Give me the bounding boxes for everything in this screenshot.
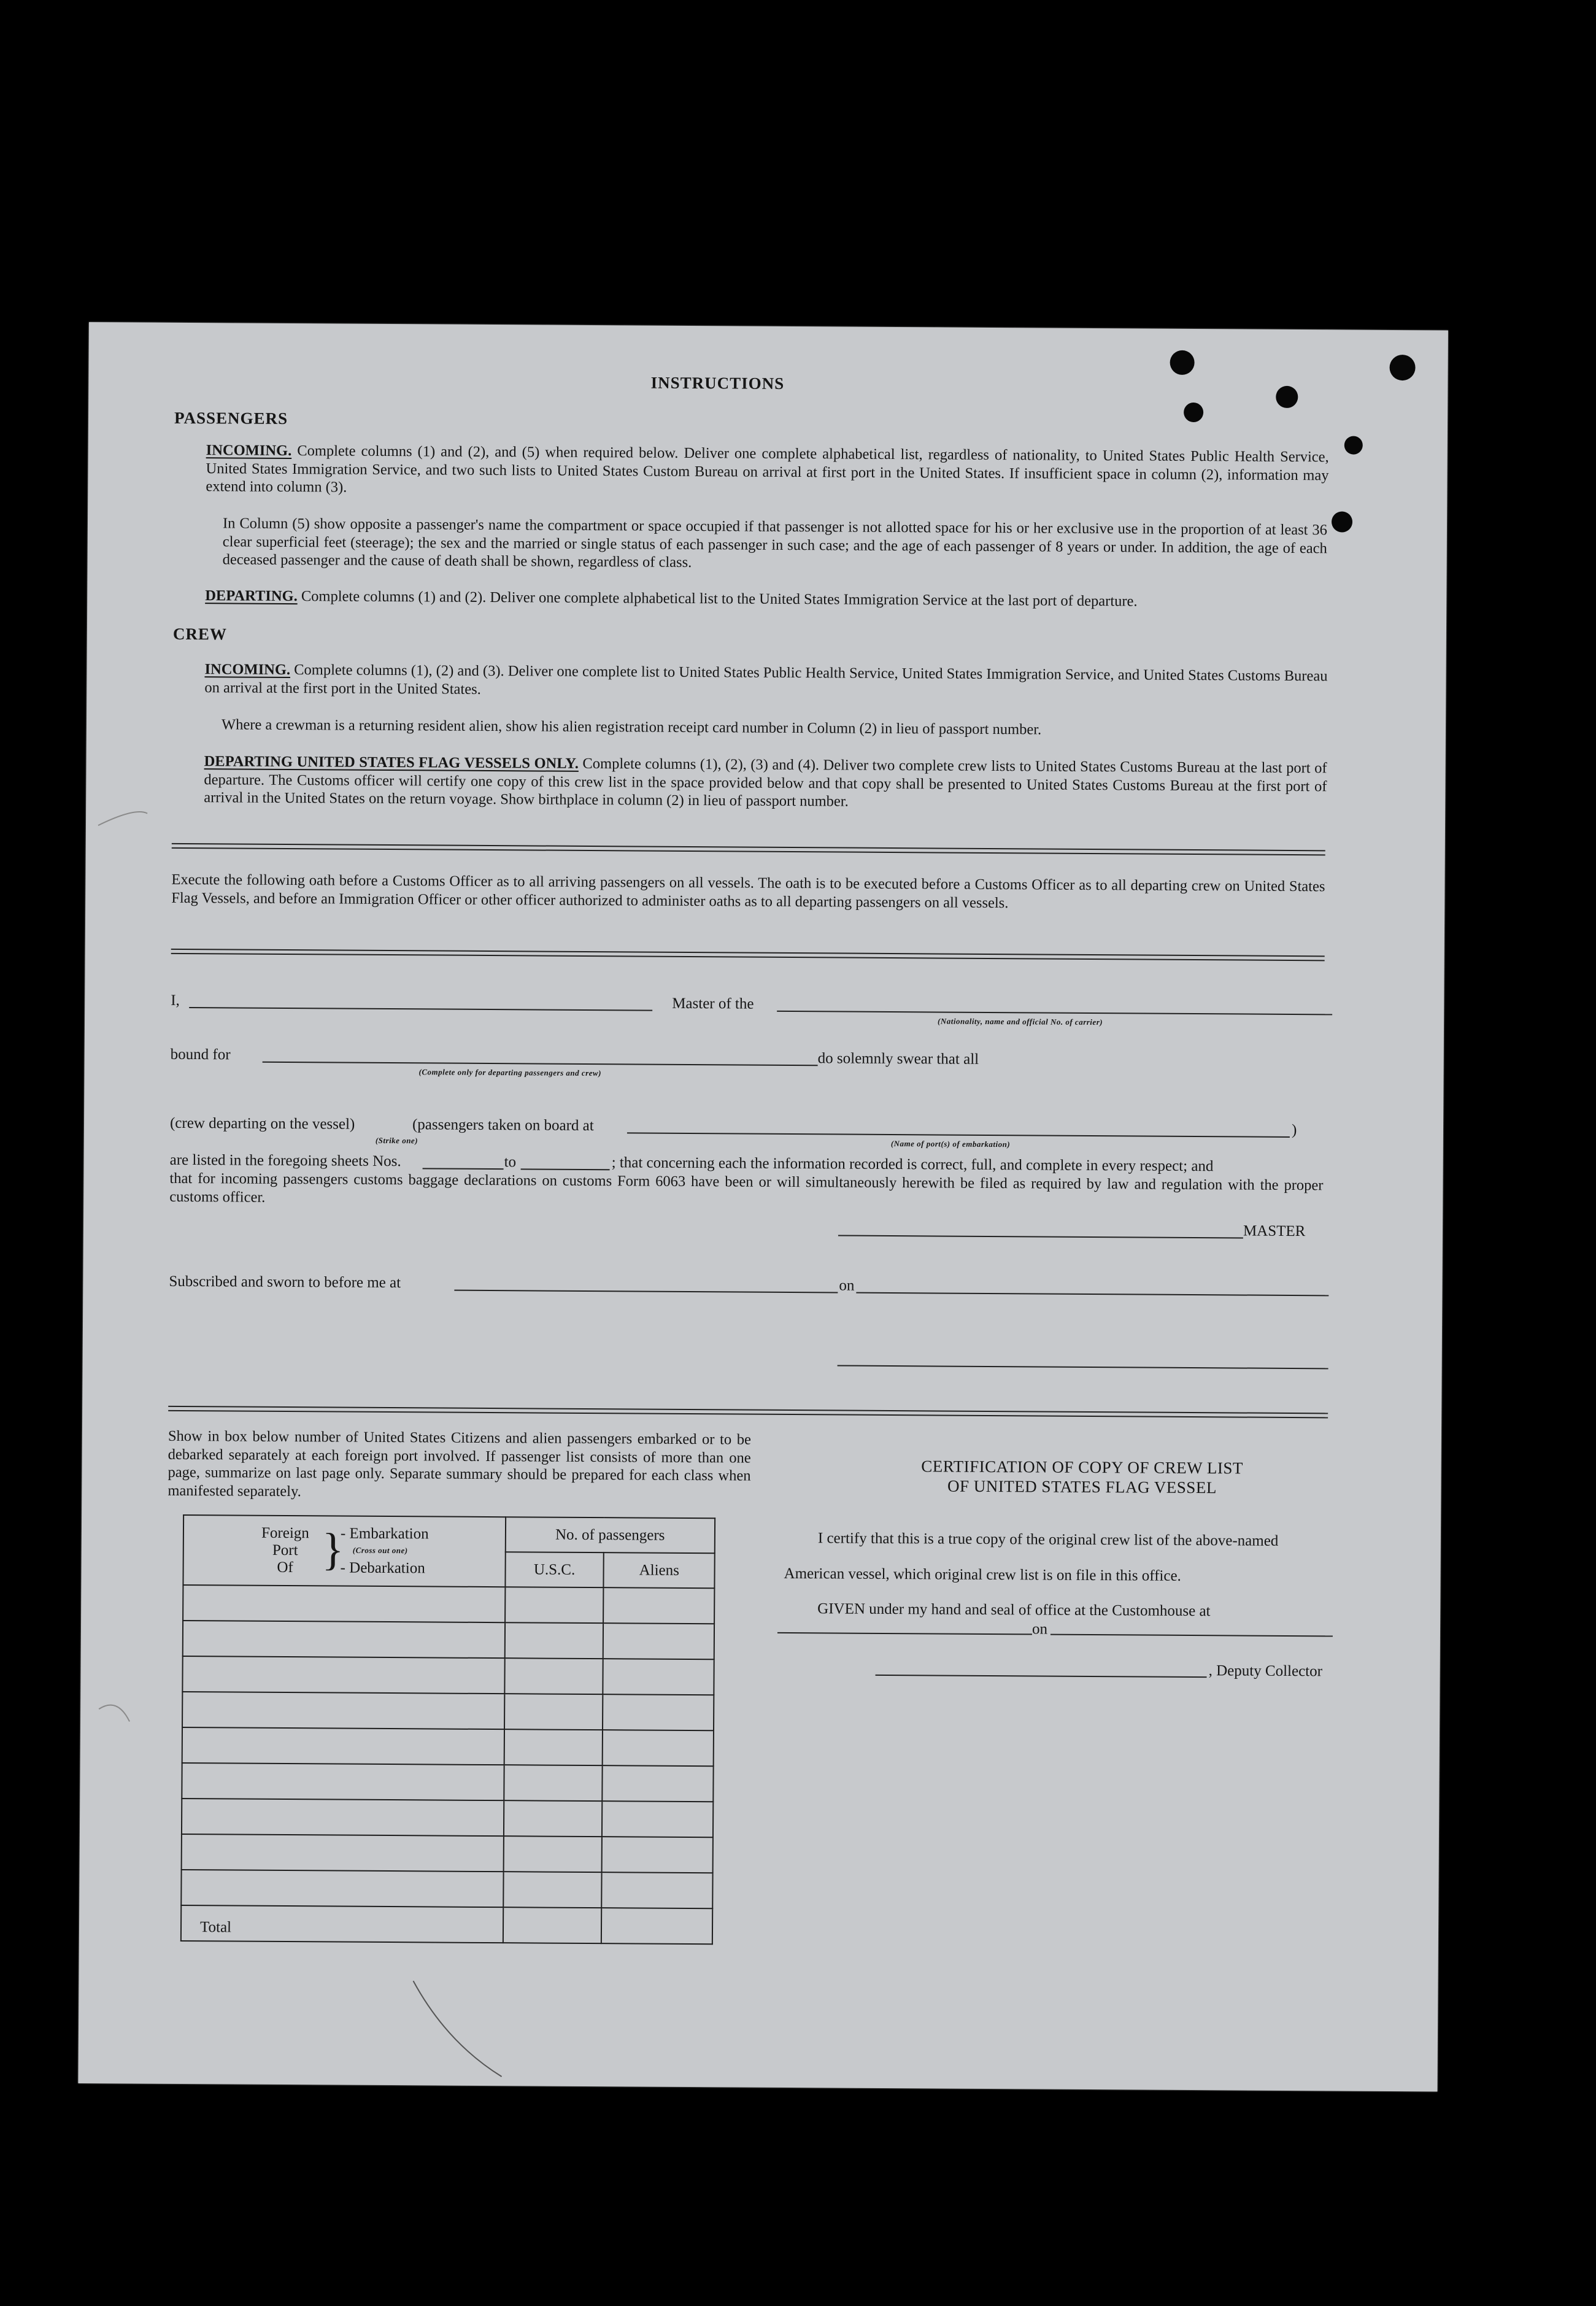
carrier-note: (Nationality, name and official No. of carrier) bbox=[938, 1016, 1103, 1027]
certification-on-label: on bbox=[1031, 1621, 1048, 1638]
master-of-label: Master of the bbox=[672, 995, 754, 1012]
brace-glyph: } bbox=[322, 1524, 344, 1575]
crew-incoming-label: INCOMING. bbox=[204, 661, 291, 679]
crew-heading: CREW bbox=[172, 624, 228, 644]
strike-one-note: (Strike one) bbox=[375, 1135, 418, 1146]
swear-label: do solemnly swear that all bbox=[817, 1050, 979, 1068]
embarkation-label: - Embarkation bbox=[340, 1525, 429, 1543]
passengers-column5-text: In Column (5) show opposite a passenger's name the compartment or space occupied if that passenger is not allotted space for his or her exclusive use in the proportion of at least 36 clear superficial feet (steerage); the sex and the married or single status of each passenger in such case; and the age of each passenger of 8 years or under. In addition, the age of each deceased passenger and the cause of death shall be shown, regardless of class. bbox=[222, 515, 1328, 571]
crew-departing-label: (crew departing on the vessel) bbox=[169, 1114, 355, 1133]
passengers-departing-label: DEPARTING. bbox=[205, 587, 298, 605]
master-label: MASTER bbox=[1243, 1222, 1306, 1240]
total-label: Total bbox=[181, 1905, 503, 1943]
port-label: Port bbox=[272, 1541, 298, 1559]
crew-incoming-text: Complete columns (1), (2) and (3). Deliver one complete list to United States Public Health Service, United States Immigration Service, and United States Customs Bureau on arrival at the first port in the United States. bbox=[204, 661, 1328, 698]
no-passengers-header: No. of passengers bbox=[505, 1517, 715, 1553]
passengers-departing-text: Complete columns (1) and (2). Deliver one complete alphabetical list to the United States Immigration Service at the last port of departure. bbox=[301, 588, 1138, 610]
listed-continued: that for incoming passengers customs baggage declarations on customs Form 6063 have been or will simultaneously herewith be filed as required by law and regulation with the proper customs officer. bbox=[169, 1170, 1324, 1206]
passengers-taken-label: (passengers taken on board at bbox=[412, 1116, 594, 1135]
form-page bbox=[78, 322, 1448, 2091]
certification-text1: I certify that this is a true copy of the original crew list of the above-named bbox=[817, 1530, 1279, 1549]
of-label: Of bbox=[277, 1559, 293, 1576]
bound-note: (Complete only for departing passengers and crew) bbox=[418, 1067, 602, 1078]
to-label: to bbox=[504, 1154, 517, 1171]
deputy-collector-label: , Deputy Collector bbox=[1208, 1662, 1323, 1680]
paper-creases bbox=[78, 322, 1448, 2091]
crew-departing-text: Complete columns (1), (2), (3) and (4). Deliver two complete crew lists to United States Customs Bureau at the last port of departure. The Customs officer will certify one copy of this crew list in the space provided below and that copy shall be presented to United States Customs Bureau at the first port of arrival in the United States on the return voyage. Show birthplace in column (2) in lieu of passport number. bbox=[204, 755, 1327, 810]
certification-text2: American vessel, which original crew list is on file in this office. bbox=[784, 1565, 1181, 1584]
instructions-title: INSTRUCTIONS bbox=[650, 373, 785, 393]
close-paren: ) bbox=[1291, 1121, 1297, 1139]
subscribed-label: Subscribed and sworn to before me at bbox=[169, 1273, 401, 1292]
bound-for-label: bound for bbox=[170, 1046, 231, 1063]
crew-departing-label: DEPARTING UNITED STATES FLAG VESSELS ONLY. bbox=[204, 753, 579, 772]
usc-header: U.S.C. bbox=[505, 1552, 604, 1587]
certification-title-line1: CERTIFICATION OF COPY OF CREW LIST bbox=[921, 1457, 1244, 1478]
summary-intro: Show in box below number of United States Citizens and alien passengers embarked or to be debarked separately at each foreign port involved. If passenger list consists of more than one page, summarize on last page only. Separate summary should be prepared for each class when manifested separately. bbox=[168, 1427, 751, 1500]
sworn-on-label: on bbox=[839, 1277, 855, 1294]
foreign-label: Foreign bbox=[261, 1524, 309, 1542]
listed-rest: ; that concerning each the information recorded is correct, full, and complete in every respect; and bbox=[611, 1154, 1214, 1175]
crew-resident-text: Where a crewman is a returning resident alien, show his alien registration receipt card number in Column (2) in lieu of passport number. bbox=[221, 716, 1042, 738]
passengers-heading: PASSENGERS bbox=[174, 408, 288, 428]
oath-i-label: I, bbox=[171, 992, 180, 1009]
certification-title-line2: OF UNITED STATES FLAG VESSEL bbox=[947, 1476, 1217, 1497]
cross-out-note: (Cross out one) bbox=[352, 1545, 408, 1556]
ports-note: (Name of port(s) of embarkation) bbox=[890, 1139, 1011, 1149]
debarkation-label: - Debarkation bbox=[340, 1559, 425, 1577]
passengers-incoming-text: Complete columns (1) and (2), and (5) when required below. Deliver one complete alphabetical list, regardless of nationality, to United States Public Health Service, United States Immigration Service, and two such lists to United States Custom Bureau on arrival at first port in the United States. If insufficient space in column (2), information may extend into column (3). bbox=[206, 442, 1329, 496]
oath-intro: Execute the following oath before a Customs Officer as to all arriving passengers on all vessels. The oath is to be executed before a Customs Officer as to all departing crew on United States Flag Vessels, and before an Immigration Officer or other officer authorized to administer oaths as to all departing passengers on all vessels. bbox=[171, 871, 1325, 911]
listed-label: are listed in the foregoing sheets Nos. bbox=[169, 1151, 401, 1170]
passengers-incoming-label: INCOMING. bbox=[206, 442, 292, 460]
aliens-header: Aliens bbox=[604, 1552, 715, 1588]
certification-text3: GIVEN under my hand and seal of office at the Customhouse at bbox=[817, 1600, 1211, 1620]
